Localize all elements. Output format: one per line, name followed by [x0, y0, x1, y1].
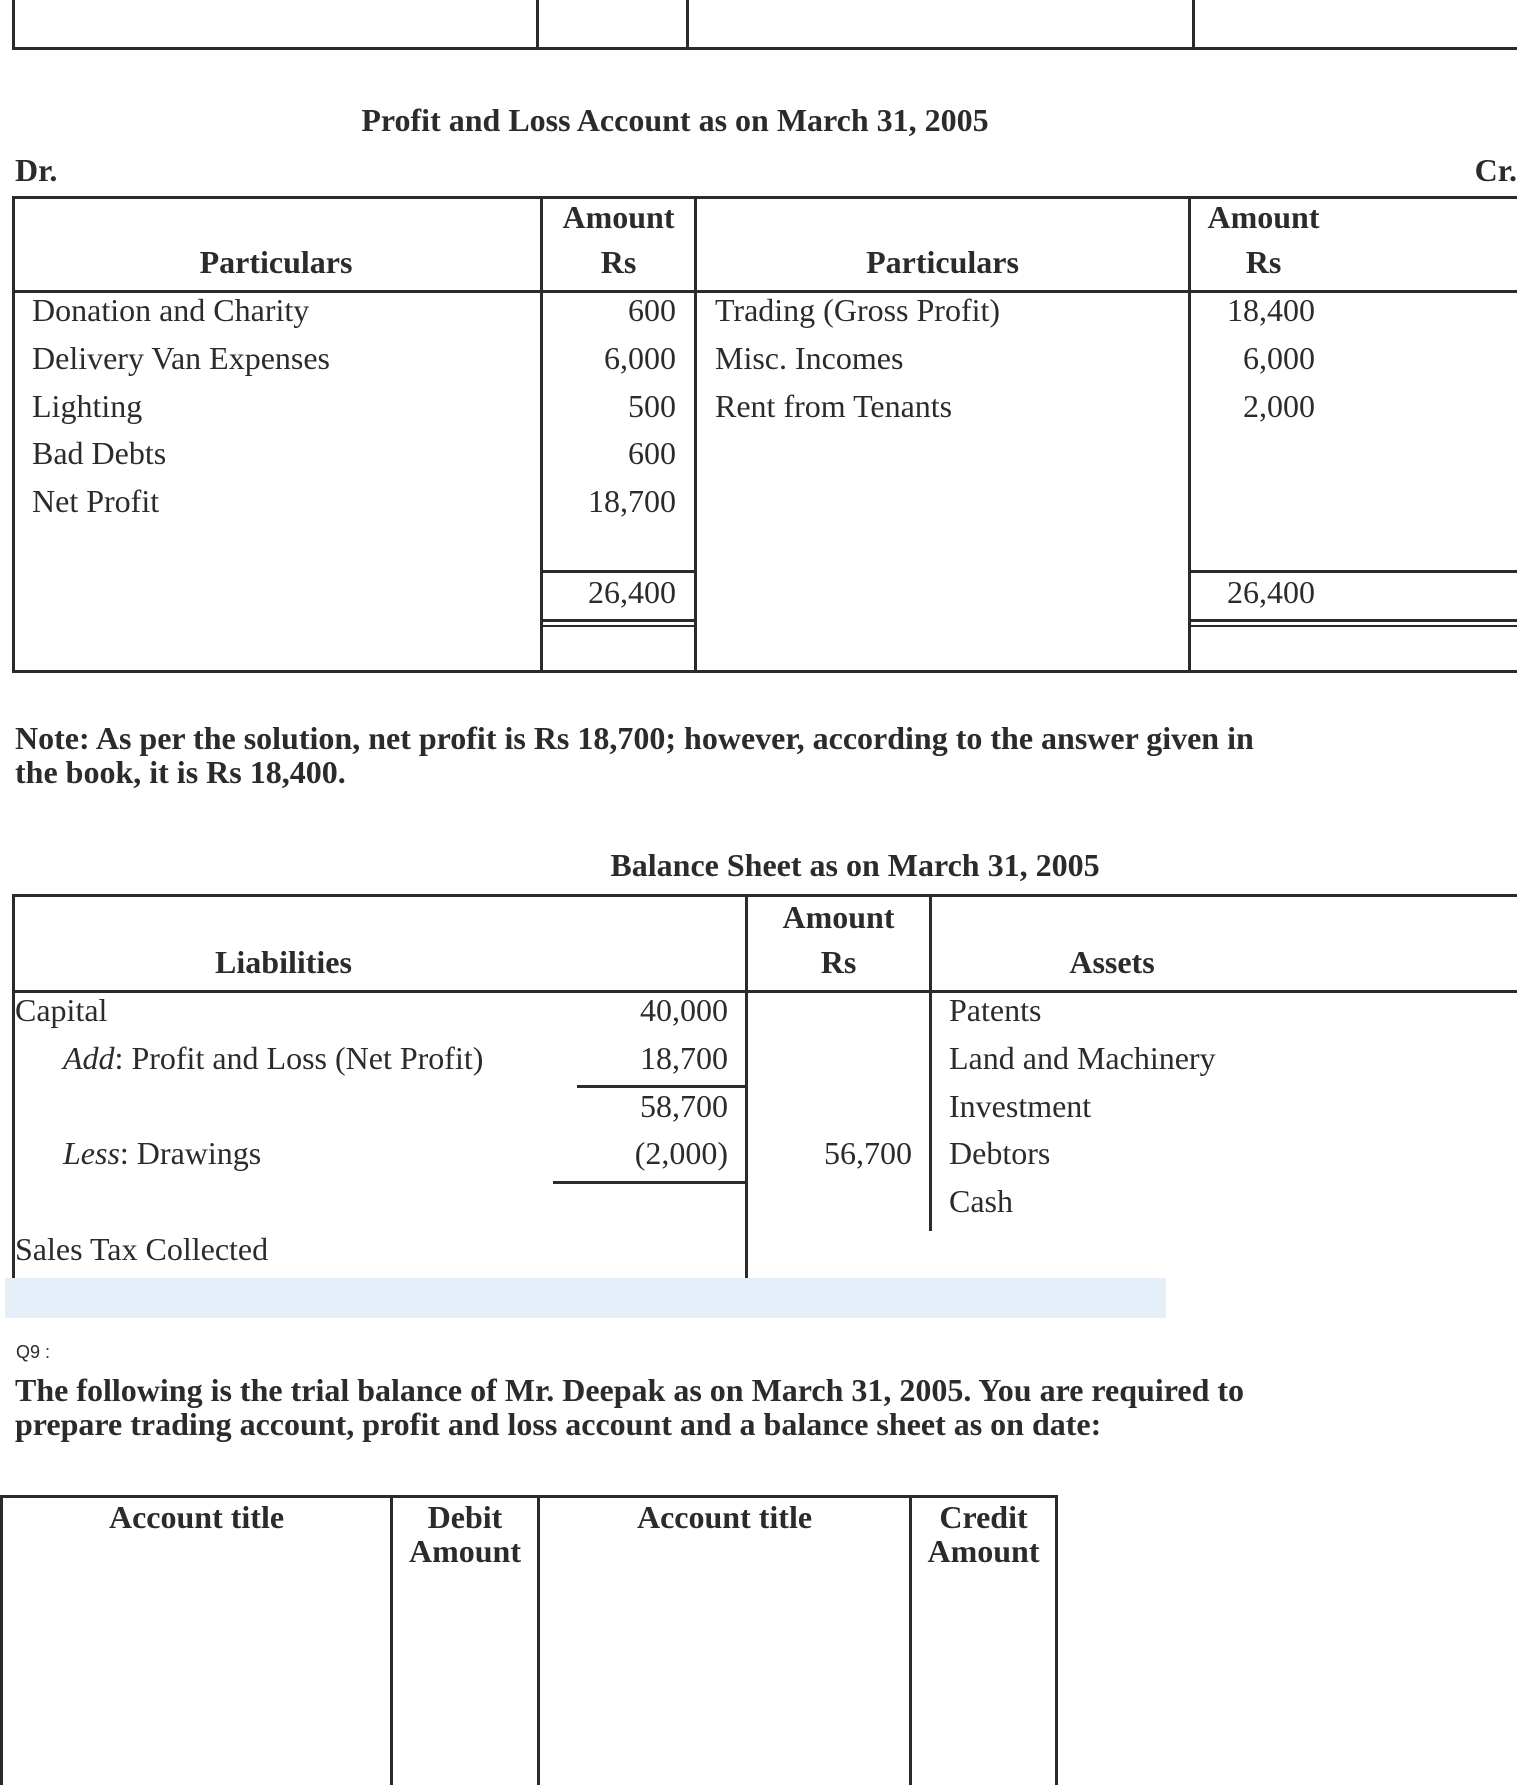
pl-credit-label: Trading (Gross Profit): [715, 292, 1001, 328]
dr-label: Dr.: [15, 152, 58, 188]
bs-net-capital: 56,700: [824, 1135, 912, 1171]
q9-line-1: The following is the trial balance of Mr. Deepak as on March 31, 2005. You are required to: [15, 1372, 1245, 1408]
bs-add-prefix: Add: [63, 1040, 115, 1076]
pl-header-rs-right: Rs: [1245, 244, 1282, 280]
bs-less-prefix: Less: [63, 1135, 120, 1171]
pl-debit-amount: 6,000: [604, 340, 676, 376]
bs-add-line: [63, 1038, 483, 1078]
tb-header-account-title: Account title: [108, 1499, 285, 1535]
pl-debit-label: Delivery Van Expenses: [32, 340, 330, 376]
cr-label: Cr.: [1474, 152, 1517, 188]
note-line-2: the book, it is Rs 18,400.: [15, 754, 346, 790]
pl-debit-label: Net Profit: [32, 483, 160, 519]
pl-header-amount-left: Amount: [562, 199, 675, 235]
bs-title: Balance Sheet as on March 31, 2005: [610, 847, 1100, 883]
q9-label: Q9 :: [16, 1342, 51, 1362]
bs-asset: Patents: [949, 992, 1042, 1028]
q9-line-2: prepare trading account, profit and loss account and a balance sheet as on date:: [15, 1406, 1102, 1442]
bs-capital-amount: 40,000: [640, 992, 728, 1028]
pl-debit-amount: 18,700: [588, 483, 676, 519]
pl-total-debit: 26,400: [588, 574, 676, 610]
tb-header-credit-amount: Amount: [927, 1533, 1040, 1569]
pl-total-credit: 26,400: [1227, 574, 1315, 610]
bs-asset: Investment: [949, 1088, 1092, 1124]
bs-asset: Cash: [949, 1183, 1013, 1219]
bs-asset: Land and Machinery: [949, 1040, 1216, 1076]
note-line-1: Note: As per the solution, net profit is Rs 18,700; however, according to the answer given in: [15, 720, 1254, 756]
pl-credit-amount: 18,400: [1227, 292, 1315, 328]
pl-debit-amount: 600: [628, 292, 676, 328]
bs-capital-label: Capital: [15, 992, 108, 1028]
separator-band: [5, 1278, 1166, 1318]
pl-debit-label: Bad Debts: [32, 435, 167, 471]
bs-less-label: : Drawings: [119, 1135, 262, 1171]
bs-header-rs: Rs: [820, 944, 857, 980]
pl-debit-label: Donation and Charity: [32, 292, 310, 328]
pl-credit-amount: 2,000: [1243, 388, 1315, 424]
pl-credit-label: Rent from Tenants: [715, 388, 953, 424]
bs-less-line: [63, 1133, 261, 1173]
bs-add-amount: 18,700: [640, 1040, 728, 1076]
bs-asset: Debtors: [949, 1135, 1051, 1171]
pl-debit-amount: 500: [628, 388, 676, 424]
pl-header-rs-left: Rs: [600, 244, 637, 280]
bs-header-liabilities: Liabilities: [215, 944, 352, 980]
pl-debit-amount: 600: [628, 435, 676, 471]
tb-header-debit-amount: Amount: [408, 1533, 521, 1569]
pl-header-particulars-left: Particulars: [199, 244, 353, 280]
pl-credit-amount: 6,000: [1243, 340, 1315, 376]
tb-header-credit: Credit: [939, 1499, 1028, 1535]
tb-header-debit: Debit: [427, 1499, 503, 1535]
bs-add-label: : Profit and Loss (Net Profit): [114, 1040, 484, 1076]
bs-header-amount: Amount: [782, 899, 895, 935]
pl-debit-label: Lighting: [32, 388, 143, 424]
pl-header-particulars-right: Particulars: [866, 244, 1019, 280]
bs-subtotal: 58,700: [640, 1088, 728, 1124]
pl-credit-label: Misc. Incomes: [715, 340, 904, 376]
bs-less-amount: (2,000): [634, 1135, 728, 1171]
tb-header-account-title-2: Account title: [636, 1499, 813, 1535]
bs-header-assets: Assets: [1069, 944, 1155, 980]
pl-title: Profit and Loss Account as on March 31, 2005: [361, 102, 989, 138]
bs-sales-tax: Sales Tax Collected: [15, 1231, 269, 1267]
pl-header-amount-right: Amount: [1207, 199, 1320, 235]
